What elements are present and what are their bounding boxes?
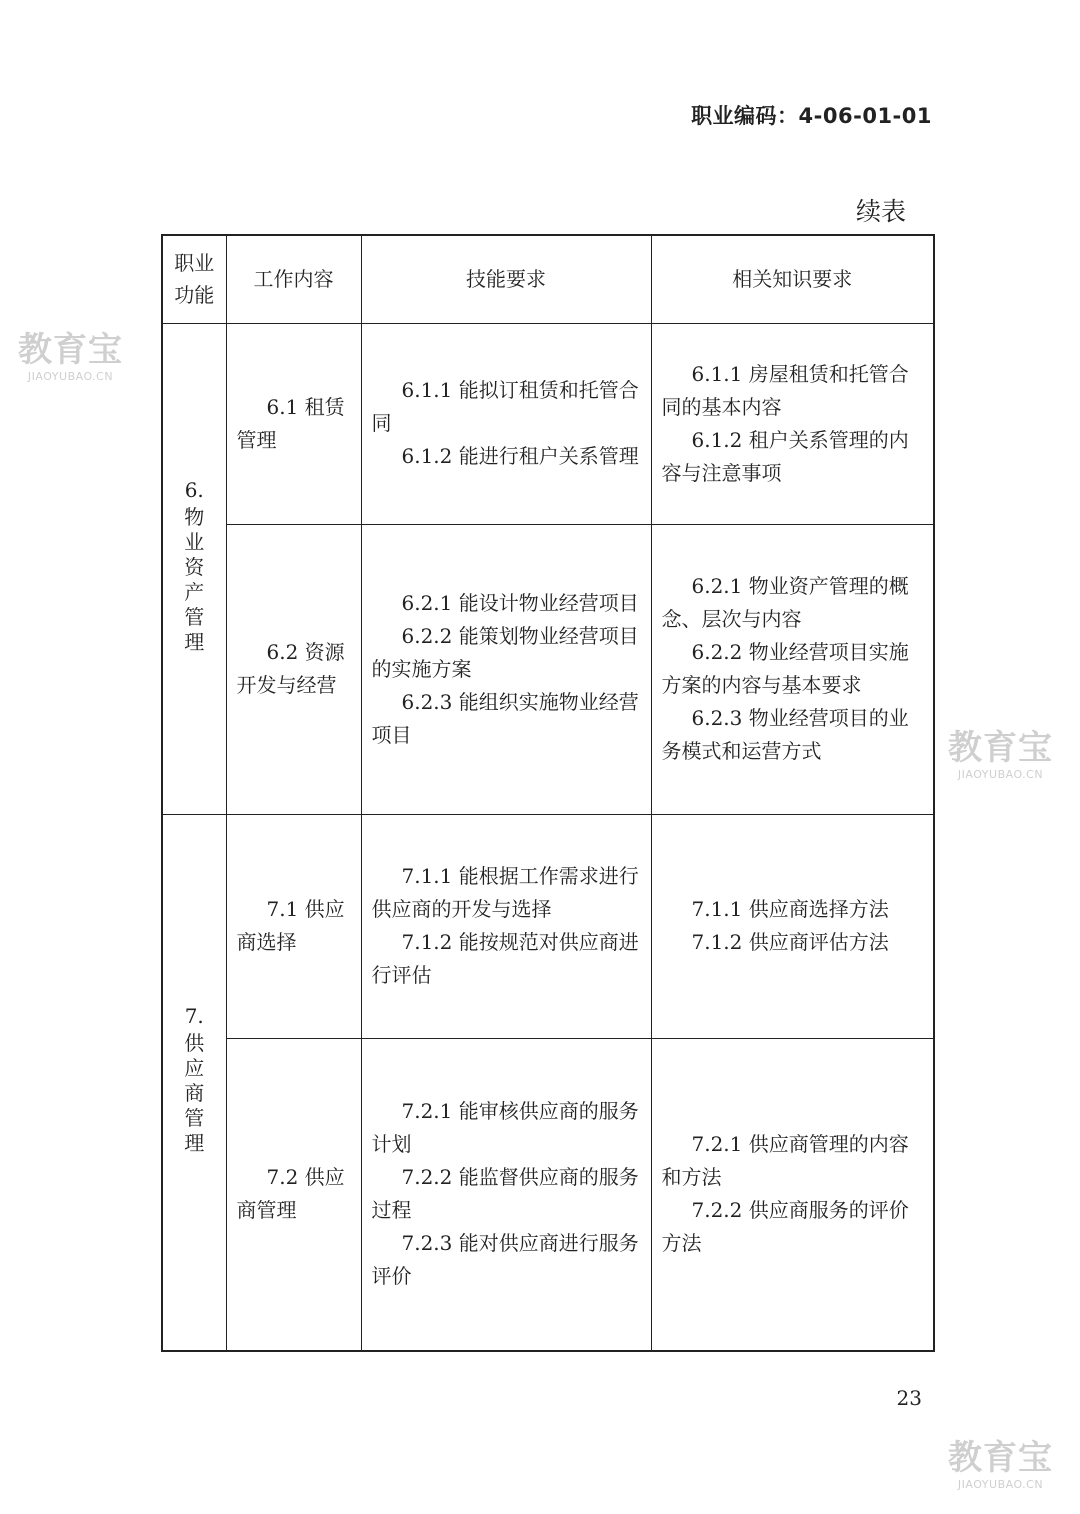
knowledge-cell: 7.2.1 供应商管理的内容和方法 7.2.2 供应商服务的评价方法 — [651, 1038, 934, 1351]
watermark-logo: 教育宝 JIAOYUBAO.CN — [948, 1438, 1053, 1491]
skills-cell: 6.2.1 能设计物业经营项目 6.2.2 能策划物业经营项目的实施方案 6.2.3 能组织实施物业经营项目 — [361, 524, 651, 814]
column-header-skills: 技能要求 — [361, 235, 651, 323]
function-cell: 6. 物 业 资 产 管 理 — [162, 323, 226, 814]
knowledge-cell: 6.1.1 房屋租赁和托管合同的基本内容 6.1.2 租户关系管理的内容与注意事项 — [651, 323, 934, 524]
skills-cell: 7.1.1 能根据工作需求进行供应商的开发与选择 7.1.2 能按规范对供应商进行评估 — [361, 814, 651, 1038]
function-cell: 7. 供 应 商 管 理 — [162, 814, 226, 1351]
knowledge-cell: 6.2.1 物业资产管理的概念、层次与内容 6.2.2 物业经营项目实施方案的内容与基本要求 6.2.3 物业经营项目的业务模式和运营方式 — [651, 524, 934, 814]
work-content-cell: 7.2 供应商管理 — [226, 1038, 361, 1351]
table-row — [162, 524, 934, 814]
standards-table — [161, 234, 935, 1352]
page-number: 23 — [896, 1386, 922, 1410]
function-number: 6. — [184, 478, 204, 502]
table-row — [162, 814, 934, 1038]
table-row — [162, 1038, 934, 1351]
column-header-work: 工作内容 — [226, 235, 361, 323]
work-content-cell: 6.2 资源开发与经营 — [226, 524, 361, 814]
continued-label: 续表 — [855, 197, 906, 226]
function-number: 7. — [184, 1004, 204, 1029]
watermark-logo: 教育宝 JIAOYUBAO.CN — [18, 330, 123, 383]
table-row — [162, 323, 934, 524]
work-content-cell: 6.1 租赁管理 — [226, 323, 361, 524]
skills-cell: 7.2.1 能审核供应商的服务计划 7.2.2 能监督供应商的服务过程 7.2.3 能对供应商进行服务评价 — [361, 1038, 651, 1351]
work-content-cell: 7.1 供应商选择 — [226, 814, 361, 1038]
column-header-knowledge: 相关知识要求 — [651, 235, 934, 323]
table-header-row — [162, 235, 934, 323]
skills-cell: 6.1.1 能拟订租赁和托管合同 6.1.2 能进行租户关系管理 — [361, 323, 651, 524]
column-header-function: 职业功能 — [162, 235, 226, 323]
occupation-code: 职业编码：4-06-01-01 — [691, 104, 932, 128]
knowledge-cell: 7.1.1 供应商选择方法 7.1.2 供应商评估方法 — [651, 814, 934, 1038]
watermark-logo: 教育宝 JIAOYUBAO.CN — [948, 728, 1053, 781]
